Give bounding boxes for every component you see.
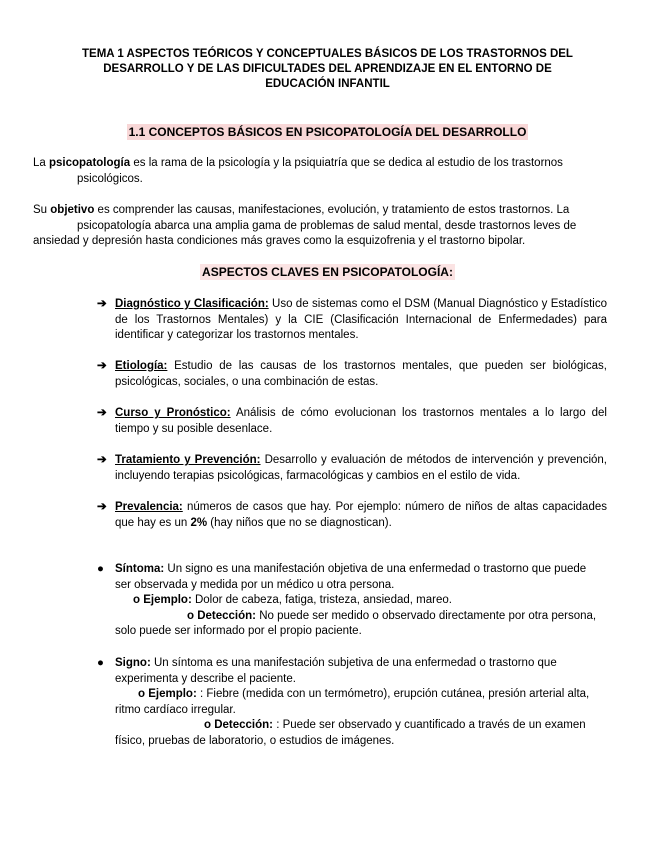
signo-detection-label: o Detección: xyxy=(204,719,274,731)
arrow-icon: ➔ xyxy=(97,454,107,466)
bullet-icon: ● xyxy=(97,563,104,575)
key-aspects-heading xyxy=(0,265,655,281)
sintoma-item xyxy=(97,562,607,640)
intro2-pre: Su xyxy=(33,204,51,216)
key-aspect-term: Etiología: xyxy=(115,360,168,372)
key-aspect-tail: (hay niños que no se diagnostican). xyxy=(207,516,392,529)
key-aspects-heading-text: ASPECTOS CLAVES EN PSICOPATOLOGÍA: xyxy=(202,265,453,279)
key-aspect-text: números de casos que hay. Por ejemplo: número de niños de altas capacidades que hay es un xyxy=(115,501,607,529)
sintoma-line1: Un signo es una manifestación objetiva de una enfermedad o trastorno que puede xyxy=(164,563,587,575)
intro2-line3: ansiedad y depresión hasta condiciones más graves como la esquizofrenia y el trastorno bipolar. xyxy=(33,235,526,247)
signo-line2: experimenta y describe el paciente. xyxy=(115,672,296,685)
key-aspect-text: Estudio de las causas de los trastornos mentales, que pueden ser biológicas, psicológicas, sociales, o una combinación de estas. xyxy=(115,360,607,388)
key-aspect-term: Diagnóstico y Clasificación: xyxy=(115,298,269,310)
sintoma-line2: ser observada y medida por un médico u otra persona. xyxy=(115,578,395,591)
signo-example-line2: ritmo cardíaco irregular. xyxy=(115,703,236,716)
arrow-icon: ➔ xyxy=(97,298,107,310)
bullet-icon: ● xyxy=(97,657,104,669)
document-title xyxy=(30,47,625,92)
intro1-line2: psicológicos. xyxy=(77,172,143,185)
signo-example-label: o Ejemplo: xyxy=(138,688,197,700)
sintoma-example-label: o Ejemplo: xyxy=(133,594,192,606)
key-aspect-item xyxy=(97,453,607,484)
key-aspect-item xyxy=(97,359,607,390)
key-aspect-item xyxy=(97,406,607,437)
sintoma-detection-text: No puede ser medido o observado directamente por otra persona, xyxy=(256,609,597,622)
section-heading-text: 1.1 CONCEPTOS BÁSICOS EN PSICOPATOLOGÍA DEL DESARROLLO xyxy=(128,125,527,139)
key-aspect-term: Curso y Pronóstico: xyxy=(115,407,231,419)
key-aspect-term: Tratamiento y Prevención: xyxy=(115,454,261,466)
key-aspect-item xyxy=(97,500,607,531)
signo-line1: Un síntoma es una manifestación subjetiva de una enfermedad o trastorno que xyxy=(150,657,557,669)
key-aspect-text: Uso de sistemas como el DSM (Manual Diagnóstico y Estadístico de los Trastornos Mentales) y la CIE (Clasificación Internacional de Enfermedades) para identificar y categorizar los trastornos mentales. xyxy=(115,298,607,341)
signo-term: Signo: xyxy=(115,657,151,669)
arrow-icon: ➔ xyxy=(97,501,107,513)
title-line-3: EDUCACIÓN INFANTIL xyxy=(265,78,390,90)
intro1-line1: es la rama de la psicología y la psiquiatría que se dedica al estudio de los trastornos xyxy=(130,157,563,169)
signo-item xyxy=(97,656,607,749)
arrow-icon: ➔ xyxy=(97,407,107,419)
sintoma-term: Síntoma: xyxy=(115,563,165,575)
key-aspect-term: Prevalencia: xyxy=(115,501,183,513)
sintoma-example-text: Dolor de cabeza, fatiga, tristeza, ansiedad, mareo. xyxy=(191,594,452,606)
arrow-icon: ➔ xyxy=(97,360,107,372)
title-line-2: DESARROLLO Y DE LAS DIFICULTADES DEL APRENDIZAJE EN EL ENTORNO DE xyxy=(103,63,552,75)
intro1-pre: La xyxy=(33,157,49,169)
intro2-line2: psicopatología abarca una amplia gama de problemas de salud mental, desde trastornos leves de xyxy=(77,219,577,232)
section-heading xyxy=(0,125,655,141)
title-line-1: TEMA 1 ASPECTOS TEÓRICOS Y CONCEPTUALES BÁSICOS DE LOS TRASTORNOS DEL xyxy=(82,48,573,60)
intro-paragraph-2 xyxy=(33,203,606,250)
key-aspect-text: Desarrollo y evaluación de métodos de intervención y prevención, incluyendo terapias psicológicas, farmacológicas y cambios en el estilo de vida. xyxy=(115,454,607,482)
signo-example-text: : Fiebre (medida con un termómetro), erupción cutánea, presión arterial alta, xyxy=(196,688,590,700)
prevalence-percent: 2% xyxy=(190,516,208,529)
intro2-term: objetivo xyxy=(50,204,95,216)
intro-paragraph-1 xyxy=(33,156,606,187)
intro1-term: psicopatología xyxy=(49,157,131,169)
key-aspect-text: Análisis de cómo evolucionan los trastornos mentales a lo largo del tiempo y su posible desenlace. xyxy=(115,407,607,435)
sintoma-detection-line2: solo puede ser informado por el propio paciente. xyxy=(115,625,362,637)
sintoma-detection-label: o Detección: xyxy=(187,609,257,622)
intro2-line1: es comprender las causas, manifestaciones, evolución, y tratamiento de estos trastornos. La xyxy=(94,204,570,216)
signo-detection-text: : Puede ser observado y cuantificado a través de un examen xyxy=(273,719,586,731)
signo-detection-line2: físico, pruebas de laboratorio, o estudios de imágenes. xyxy=(115,734,395,747)
key-aspect-item xyxy=(97,297,607,344)
